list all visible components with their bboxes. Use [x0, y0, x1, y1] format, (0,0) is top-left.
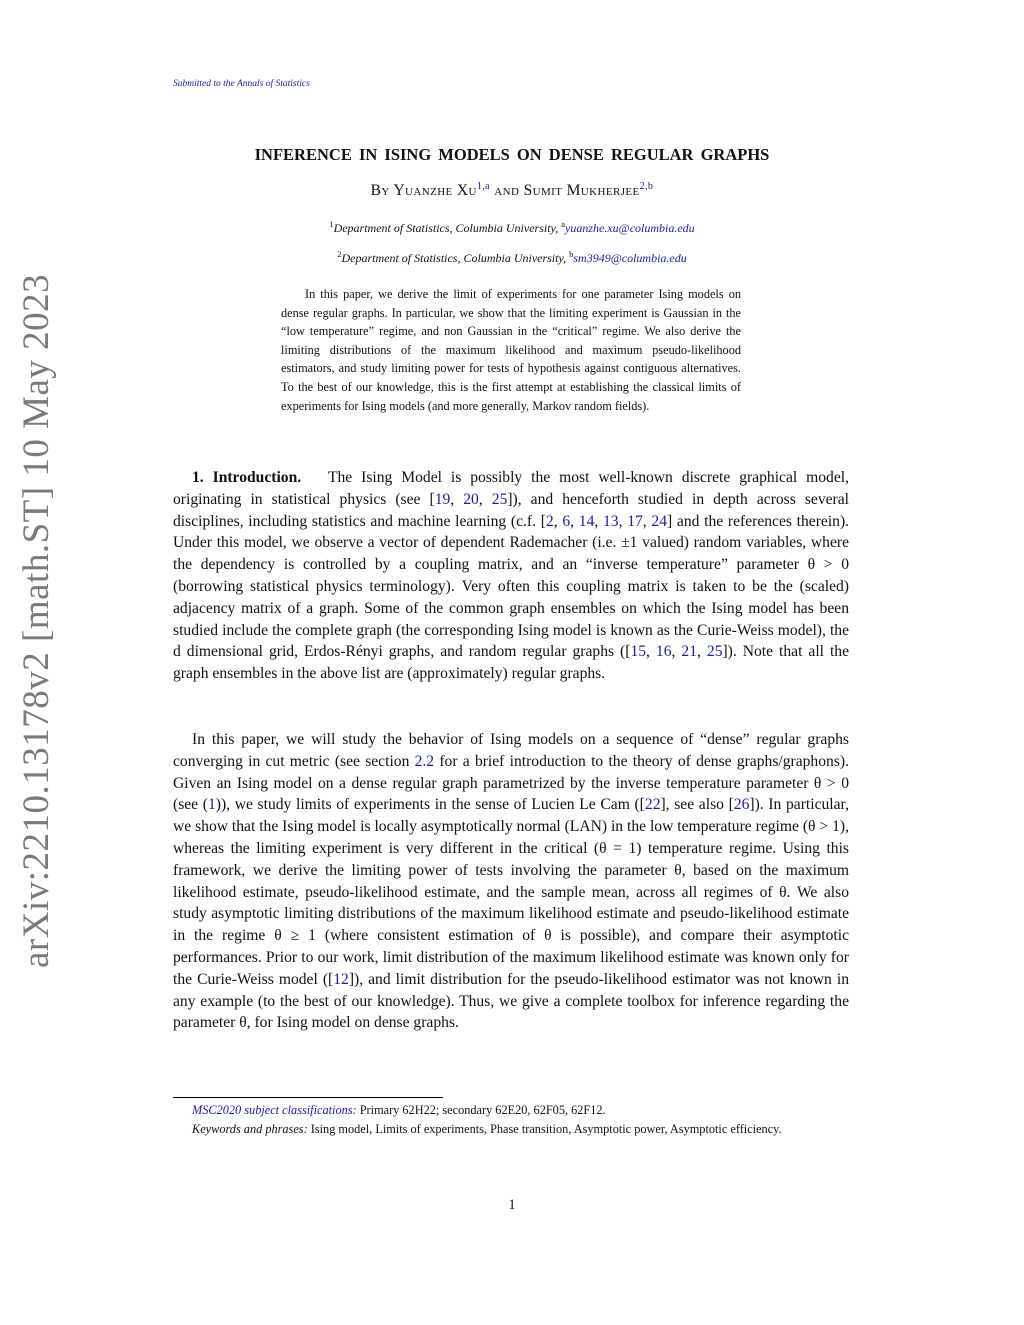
cite-21[interactable]: 21: [681, 643, 697, 661]
cite-13[interactable]: 13: [602, 512, 619, 530]
author-line: [0, 181, 1024, 200]
sep: ,: [671, 643, 682, 661]
section-heading: 1. Introduction.: [192, 469, 302, 486]
cite-22[interactable]: 22: [644, 796, 661, 814]
keywords-label: Keywords and phrases:: [192, 1122, 308, 1136]
sep: ,: [570, 512, 579, 530]
submitted-note[interactable]: Submitted to the Annals of Statistics: [173, 79, 310, 89]
affil-1-num: 1: [329, 219, 334, 229]
affiliation-1: [0, 219, 1024, 236]
p2-text-a: In this paper, we will study the behavior of Ising models on a sequence of “dense” regular graphs converging in cut metric (see section: [173, 731, 849, 770]
cite-25[interactable]: 25: [491, 490, 508, 508]
cite-24[interactable]: 24: [651, 512, 668, 530]
page-number: 1: [508, 1197, 516, 1213]
msc-link[interactable]: MSC2020 subject classifications:: [192, 1103, 357, 1117]
p2-text-b: for a brief introduction to the theory of dense graphs/graphons). Given an Ising model on a dense regular graph parametrized by the inverse temperature parameter θ > 0 (see (: [173, 752, 849, 814]
arxiv-stamp: arXiv:2210.13178v2 [math.ST] 10 May 2023: [16, 273, 57, 968]
cite-12[interactable]: 12: [333, 970, 349, 988]
p1-text-a: The Ising Model is possibly the most well-known discrete graphical model, originating in statistical physics (see [: [173, 469, 850, 508]
p2-text-e: ]). In particular, we show that the Ising model is locally asymptotically normal (LAN) in the low temperature regime (θ > 1), whereas the limiting experiment is very different in the critical (θ = 1) temperature regime. Using this framework, we derive the limiting power of tests involving the parameter θ, based on the maximum likelihood estimate, pseudo-likelihood estimate, and the sample mean, across all regimes of θ. We also study asymptotic limiting distributions of the maximum likelihood estimate and pseudo-likelihood estimate in the regime θ ≥ 1 (where consistent estimation of θ is possible), and compare their asymptotic performances. Prior to our work, limit distribution of the maximum likelihood estimate was known only for the Curie-Weiss model ([: [173, 796, 850, 988]
author-1-sup: 1,a: [476, 181, 491, 192]
email-link-1[interactable]: yuanzhe.xu@columbia.edu: [565, 221, 695, 235]
affil-1-email-sup: a: [561, 219, 565, 229]
p1-text-d: ]). Note that all the graph ensembles in the above list are (approximately) regular graphs.: [173, 643, 850, 683]
msc-text: Primary 62H22; secondary 62E20, 62F05, 62F12.: [356, 1103, 606, 1117]
intro-paragraph-1: [173, 467, 849, 685]
sep: ,: [618, 512, 628, 530]
affil-1-text: Department of Statistics, Columbia University,: [333, 221, 559, 235]
footnote-msc: [173, 1101, 849, 1119]
sep: ,: [697, 643, 707, 661]
cite-15[interactable]: 15: [630, 643, 647, 661]
cite-25b[interactable]: 25: [706, 643, 723, 661]
p2-text-f: ]), and limit distribution for the pseudo-likelihood estimator was not known in any example (to the best of our knowledge). Thus, we give a complete toolbox for inference regarding the parameter θ, for Ising model on dense graphs.: [173, 970, 849, 1032]
sep: ,: [450, 490, 464, 508]
paper-title: INFERENCE IN ISING MODELS ON DENSE REGULAR GRAPHS: [254, 145, 770, 164]
section-2-2-link[interactable]: 2.2: [414, 752, 435, 770]
affil-2-text: Department of Statistics, Columbia University,: [341, 251, 567, 265]
sep: ,: [478, 490, 492, 508]
affil-2-num: 2: [337, 249, 342, 259]
email-link-2[interactable]: sm3949@columbia.edu: [573, 251, 687, 265]
and-label: and: [494, 182, 520, 200]
sep: ,: [642, 512, 652, 530]
sep: ,: [646, 643, 656, 661]
author-2: Sumit Mukherjee: [523, 182, 640, 200]
cite-2[interactable]: 2: [545, 512, 554, 530]
cite-17[interactable]: 17: [627, 512, 643, 530]
cite-6[interactable]: 6: [562, 512, 571, 530]
sep: ,: [553, 512, 563, 530]
footnote-rule: [173, 1097, 443, 1098]
p1-text-c: ] and the references therein). Under this model, we observe a vector of dependent Rademacher (i.e. ±1 valued) random variables, where the dependency is controlled by a coupling matrix, and an “inverse temperature” parameter θ > 0 (borrowing statistical physics terminology). Very often this coupling matrix is taken to be the (scaled) adjacency matrix of a graph. Some of the common graph ensembles on which the Ising model has been studied include the complete graph (the corresponding Ising model is known as the Curie-Weiss model), the d dimensional grid, Erdos-Rényi graphs, and random regular graphs ([: [173, 512, 850, 661]
author-2-sup: 2,b: [639, 181, 654, 192]
author-1: Yuanzhe Xu: [393, 182, 477, 200]
p2-text-d: ], see also [: [660, 796, 734, 814]
p2-text-c: )), we study limits of experiments in the sense of Lucien Le Cam ([: [215, 796, 645, 814]
keywords-text: Ising model, Limits of experiments, Phase transition, Asymptotic power, Asymptotic efficiency.: [307, 1122, 782, 1136]
footnote-keywords: [173, 1120, 849, 1138]
cite-26[interactable]: 26: [733, 796, 750, 814]
cite-19[interactable]: 19: [434, 490, 451, 508]
affil-2-email-sup: b: [569, 249, 574, 259]
cite-14[interactable]: 14: [578, 512, 595, 530]
sep: ,: [594, 512, 603, 530]
intro-paragraph-2: [173, 729, 849, 1034]
cite-16[interactable]: 16: [655, 643, 672, 661]
abstract: In this paper, we derive the limit of experiments for one parameter Ising models on dense regular graphs. In particular, we show that the limiting experiment is Gaussian in the “low temperature” regime, and non Gaussian in the “critical” regime. We also derive the limiting distributions of the maximum likelihood and maximum pseudo-likelihood estimators, and study limiting power for tests of hypothesis against contiguous alternatives. To the best of our knowledge, this is the first attempt at establishing the classical limits of experiments for Ising models (and more generally, Markov random fields).: [281, 287, 741, 413]
equation-1-link[interactable]: 1: [207, 796, 216, 814]
p1-text-b: ]), and henceforth studied in depth across several disciplines, including statistics and machine learning (c.f. [: [173, 490, 850, 530]
by-label: By: [370, 182, 390, 200]
affiliation-2: [0, 249, 1024, 266]
cite-20[interactable]: 20: [463, 490, 479, 508]
